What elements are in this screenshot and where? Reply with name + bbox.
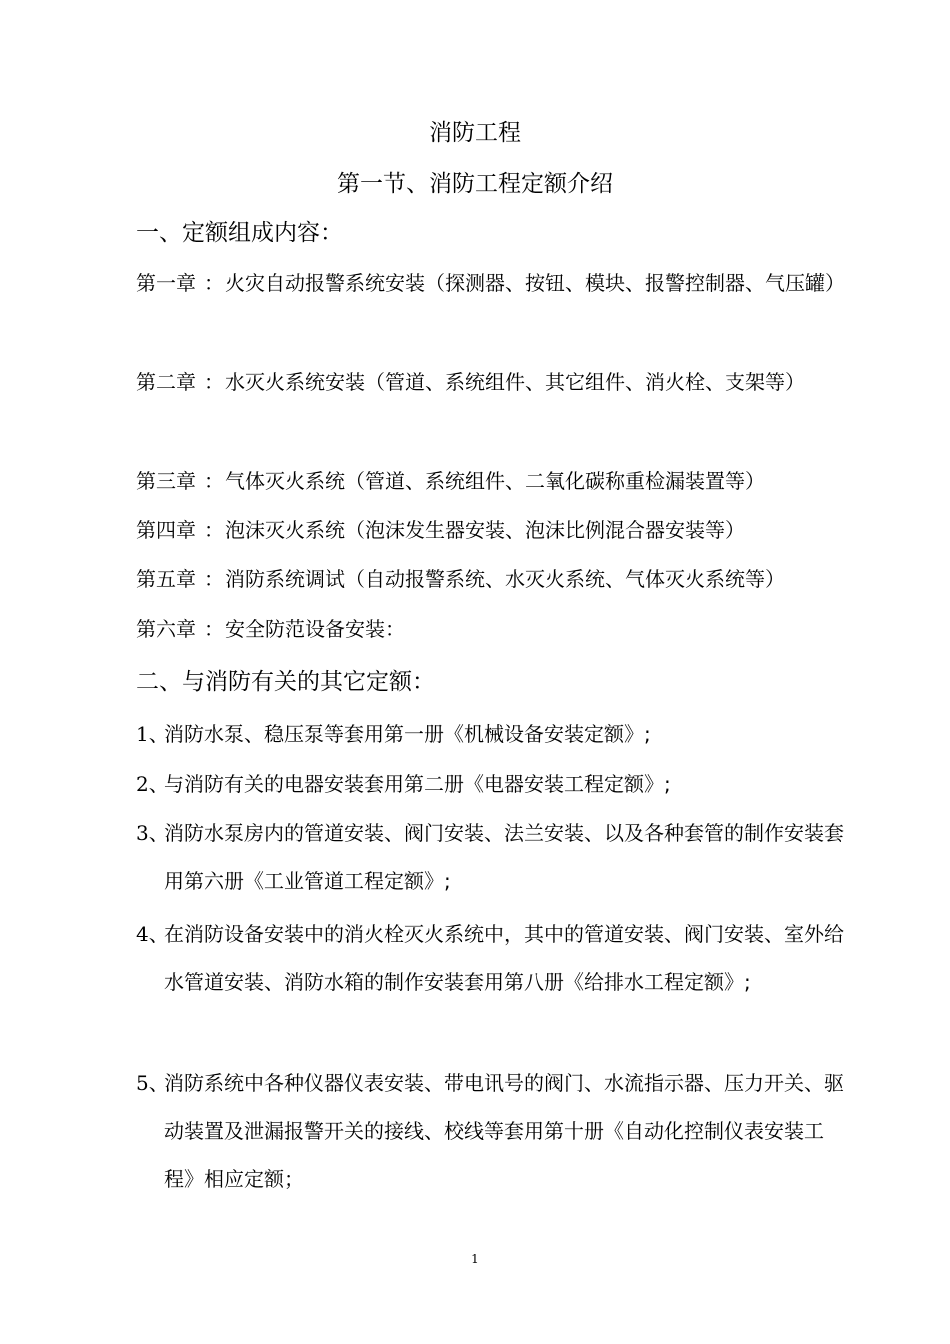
chapter-label: 第五章 (136, 567, 196, 591)
chapter-text: 安全防范设备安装： (225, 617, 405, 641)
chapter-colon: ： (204, 567, 224, 591)
chapter-colon: ： (204, 469, 224, 493)
chapter-item (136, 258, 856, 308)
list-item (136, 910, 846, 1006)
list-item-text: 消防系统中各种仪器仪表安装、带电讯号的阀门、水流指示器、压力开关、驱动装置及泄漏报警开关的接线、校线等套用第十册《自动化控制仪表安装工程》相应定额； (164, 1071, 844, 1191)
list-item-number: 4、 (136, 922, 169, 946)
chapter-colon: ： (204, 518, 224, 542)
chapter-item (136, 604, 856, 654)
list-item-text: 消防水泵、稳压泵等套用第一册《机械设备安装定额》; (164, 722, 651, 746)
chapter-label: 第一章 (136, 271, 196, 295)
part2-heading: 二、与消防有关的其它定额： (136, 669, 435, 695)
list-item-number: 5、 (136, 1071, 169, 1095)
list-item (136, 760, 846, 808)
chapter-item (136, 554, 856, 604)
chapter-colon: ： (204, 271, 224, 295)
list-item (136, 710, 846, 758)
chapter-text: 消防系统调试（自动报警系统、水灭火系统、气体灭火系统等） (225, 567, 785, 591)
document-title: 消防工程 (429, 120, 521, 146)
chapter-text: 火灾自动报警系统安装（探测器、按钮、模块、报警控制器、气压罐） (225, 271, 845, 295)
list-item-number: 2、 (136, 772, 169, 796)
section-title: 第一节、消防工程定额介绍 (337, 171, 613, 197)
chapter-label: 第四章 (136, 518, 196, 542)
chapter-label: 第二章 (136, 370, 196, 394)
page-number: 1 (471, 1252, 479, 1266)
chapter-text: 泡沫灭火系统（泡沫发生器安装、泡沫比例混合器安装等） (225, 518, 745, 542)
chapter-item (136, 357, 856, 407)
chapter-item (136, 505, 856, 555)
chapter-text: 水灭火系统安装（管道、系统组件、其它组件、消火栓、支架等） (225, 370, 805, 394)
list-item-number: 1、 (136, 722, 169, 746)
chapter-label: 第六章 (136, 617, 196, 641)
list-item (136, 809, 846, 905)
chapter-colon: ： (204, 370, 224, 394)
chapter-label: 第三章 (136, 469, 196, 493)
part1-heading: 一、定额组成内容： (136, 220, 343, 246)
list-item-text: 消防水泵房内的管道安装、阀门安装、法兰安装、以及各种套管的制作安装套用第六册《工业管道工程定额》; (164, 821, 844, 893)
list-item-text: 在消防设备安装中的消火栓灭火系统中，其中的管道安装、阀门安装、室外给水管道安装、消防水箱的制作安装套用第八册《给排水工程定额》; (164, 922, 844, 994)
chapter-colon: ： (204, 617, 224, 641)
list-item-number: 3、 (136, 821, 169, 845)
chapter-text: 气体灭火系统（管道、系统组件、二氧化碳称重检漏装置等） (225, 469, 765, 493)
list-item (136, 1059, 846, 1203)
list-item-text: 与消防有关的电器安装套用第二册《电器安装工程定额》; (164, 772, 671, 796)
chapter-item (136, 456, 856, 506)
